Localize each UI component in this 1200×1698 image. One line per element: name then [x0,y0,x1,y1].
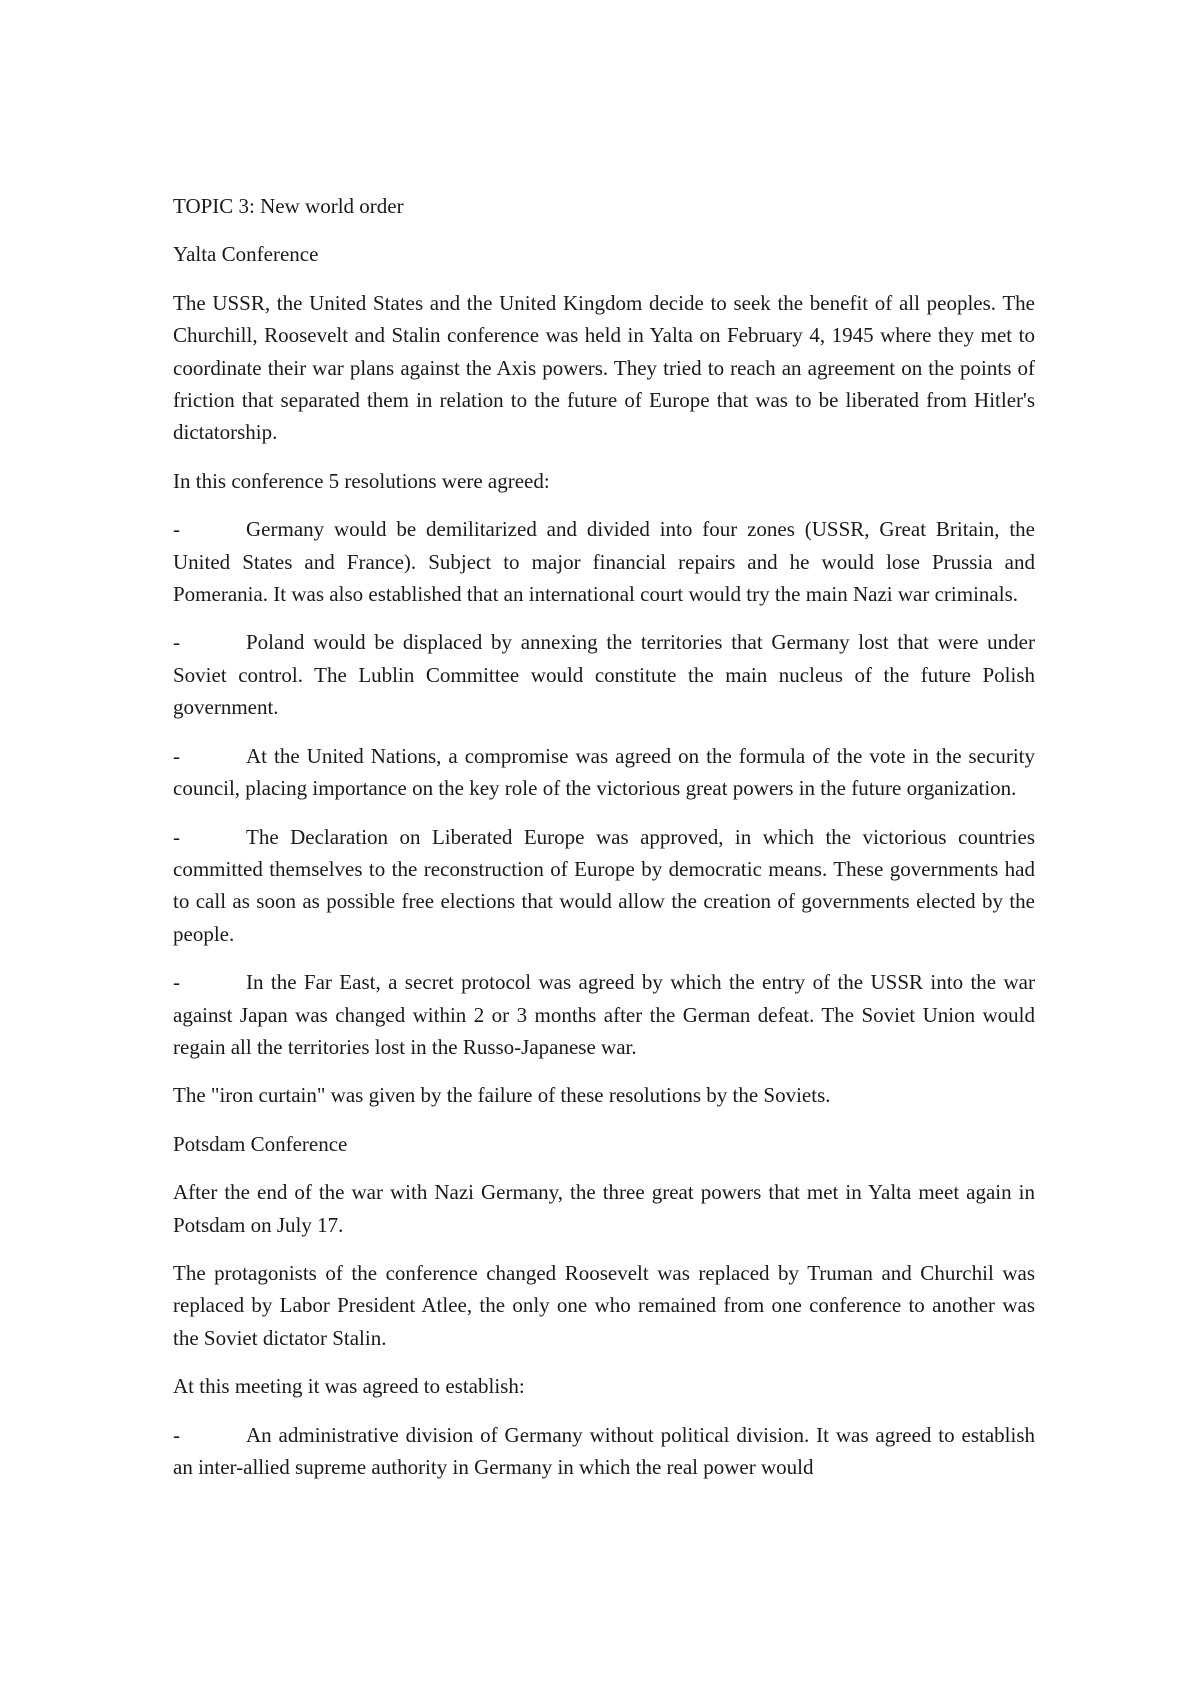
resolutions-lead: In this conference 5 resolutions were agreed: [173,468,550,493]
yalta-intro-paragraph: The USSR, the United States and the United Kingdom decide to seek the benefit of all peoples. The Churchill, Roosevelt and Stalin conference was held in Yalta on February 4, 1945 where they met to coordinate their war plans against the Axis powers. They tried to reach an agreement on the points of friction that separated them in relation to the future of Europe that was to be liberated from Hitler's dictatorship. [173,290,1035,445]
resolution-item [173,513,1035,610]
resolution-text: Poland would be displaced by annexing the territories that Germany lost that were under Soviet control. The Lublin Committee would constitute the main nucleus of the future Polish government. [173,630,1035,720]
resolution-item [173,821,1035,951]
resolution-item [173,740,1035,805]
resolution-text: In the Far East, a secret protocol was agreed by which the entry of the USSR into the war against Japan was changed within 2 or 3 months after the German defeat. The Soviet Union would regain all the territories lost in the Russo-Japanese war. [173,970,1035,1059]
agreement-item [173,1419,1035,1484]
agreements-lead: At this meeting it was agreed to establish: [173,1374,525,1399]
bullet-dash: - [173,1422,180,1447]
potsdam-paragraph-1: After the end of the war with Nazi Germany, the three great powers that met in Yalta meet again in Potsdam on July 17. [173,1180,1035,1237]
agreement-text: An administrative division of Germany without political division. It was agreed to establish an inter-allied supreme authority in Germany in which the real power would [173,1422,1035,1479]
iron-curtain-paragraph: The "iron curtain" was given by the failure of these resolutions by the Soviets. [173,1083,831,1108]
potsdam-heading: Potsdam Conference [173,1131,348,1156]
resolution-text: Germany would be demilitarized and divided into four zones (USSR, Great Britain, the United States and France). Subject to major financial repairs and he would lose Prussia and Pomerania. It was also established that an international court would try the main Nazi war criminals. [173,517,1035,607]
resolution-text: The Declaration on Liberated Europe was approved, in which the victorious countries committed themselves to the reconstruction of Europe by democratic means. These governments had to call as soon as possible free elections that would allow the creation of governments elected by the people. [173,824,1035,946]
bullet-dash: - [173,517,180,542]
bullet-dash: - [173,743,180,768]
potsdam-paragraph-2: The protagonists of the conference changed Roosevelt was replaced by Truman and Churchil was replaced by Labor President Atlee, the only one who remained from one conference to another was the Soviet dictator Stalin. [173,1260,1035,1350]
resolution-text: At the United Nations, a compromise was agreed on the formula of the vote in the security council, placing importance on the key role of the victorious great powers in the future organization. [173,743,1035,801]
bullet-dash: - [173,970,180,995]
bullet-dash: - [173,630,180,655]
document-page [173,190,1035,1499]
resolution-item [173,626,1035,723]
topic-title: TOPIC 3: New world order [173,194,404,218]
resolution-item [173,966,1035,1063]
yalta-heading: Yalta Conference [173,242,319,267]
bullet-dash: - [173,824,180,849]
